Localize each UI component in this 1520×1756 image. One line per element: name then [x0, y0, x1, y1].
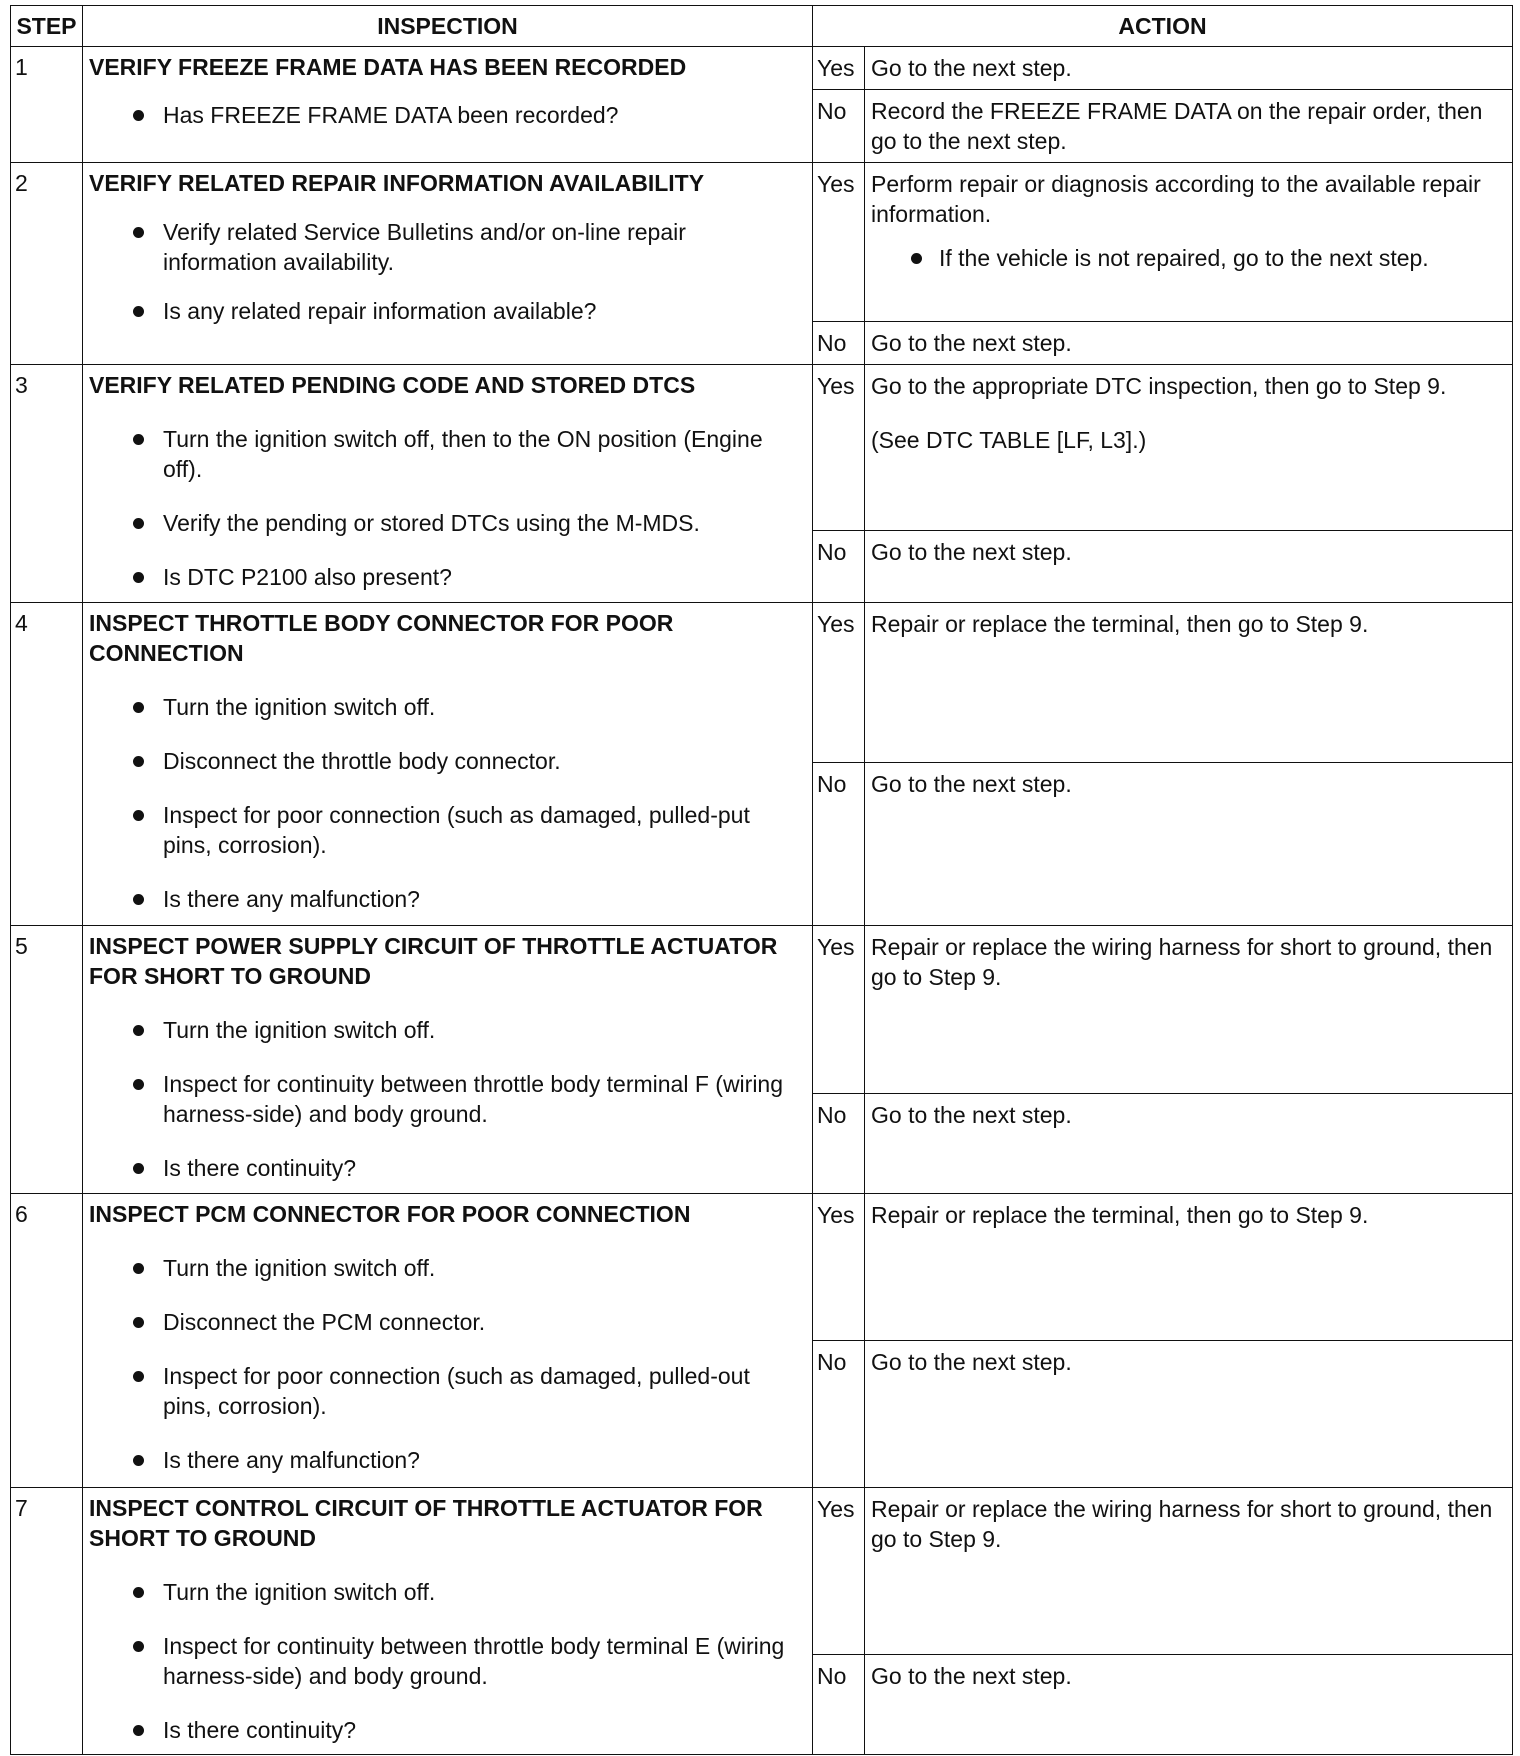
no-action: Go to the next step. [865, 1655, 1513, 1755]
no-label: No [813, 763, 865, 926]
procedure-page [10, 5, 1513, 1755]
step-row-yes [11, 163, 1513, 322]
yes-label: Yes [813, 47, 865, 90]
no-label: No [813, 1655, 865, 1755]
inspection-bullet: Disconnect the PCM connector. [129, 1307, 804, 1337]
inspection-bullet: Inspect for continuity between throttle body terminal E (wiring harness-side) and body ground. [129, 1631, 804, 1691]
yes-action: Repair or replace the wiring harness for short to ground, then go to Step 9. [865, 1488, 1513, 1655]
header-row [11, 6, 1513, 47]
inspection-bullet: Inspect for poor connection (such as damaged, pulled-out pins, corrosion). [129, 1361, 804, 1421]
inspection-bullet: Has FREEZE FRAME DATA been recorded? [129, 100, 804, 130]
yes-action: Repair or replace the terminal, then go to Step 9. [865, 603, 1513, 763]
step-title: INSPECT POWER SUPPLY CIRCUIT OF THROTTLE ACTUATOR FOR SHORT TO GROUND [89, 933, 778, 989]
inspection-bullets [89, 424, 804, 592]
yes-action: Repair or replace the terminal, then go to Step 9. [865, 1194, 1513, 1341]
yes-label: Yes [813, 1488, 865, 1655]
inspection-bullets [89, 1577, 804, 1745]
inspection-bullet: Is DTC P2100 also present? [129, 562, 804, 592]
inspection-bullet: Turn the ignition switch off. [129, 1253, 804, 1283]
step-number: 1 [11, 47, 83, 163]
step-number: 6 [11, 1194, 83, 1488]
step-row-yes [11, 1194, 1513, 1341]
inspection-bullet: Disconnect the throttle body connector. [129, 746, 804, 776]
no-action: Go to the next step. [865, 763, 1513, 926]
inspection-bullet: Turn the ignition switch off. [129, 1577, 804, 1607]
yes-action-cell [865, 365, 1513, 531]
step-row-yes [11, 365, 1513, 531]
inspection-bullet: Is any related repair information available? [129, 296, 804, 326]
yes-action: Go to the appropriate DTC inspection, then go to Step 9. [871, 373, 1447, 399]
inspection-bullet: Inspect for poor connection (such as damaged, pulled-put pins, corrosion). [129, 800, 804, 860]
inspection-bullet: Is there continuity? [129, 1715, 804, 1745]
no-label: No [813, 1094, 865, 1194]
yes-label: Yes [813, 926, 865, 1094]
step-title: INSPECT PCM CONNECTOR FOR POOR CONNECTION [89, 1201, 691, 1227]
step-title: VERIFY RELATED REPAIR INFORMATION AVAILABILITY [89, 170, 705, 196]
inspection-cell [83, 926, 813, 1194]
step-number: 2 [11, 163, 83, 365]
inspection-cell [83, 163, 813, 365]
step-row-yes [11, 1488, 1513, 1655]
step-title: INSPECT CONTROL CIRCUIT OF THROTTLE ACTUATOR FOR SHORT TO GROUND [89, 1495, 763, 1551]
step-title: VERIFY RELATED PENDING CODE AND STORED DTCS [89, 372, 696, 398]
no-action: Record the FREEZE FRAME DATA on the repair order, then go to the next step. [865, 90, 1513, 163]
step-title: INSPECT THROTTLE BODY CONNECTOR FOR POOR CONNECTION [89, 610, 674, 666]
inspection-bullet: Inspect for continuity between throttle body terminal F (wiring harness-side) and body ground. [129, 1069, 804, 1129]
inspection-table [10, 5, 1513, 1755]
inspection-cell [83, 603, 813, 926]
step-number: 3 [11, 365, 83, 603]
yes-action: Repair or replace the wiring harness for short to ground, then go to Step 9. [865, 926, 1513, 1094]
yes-label: Yes [813, 603, 865, 763]
dtc-table-reference: (See DTC TABLE [LF, L3].) [871, 427, 1147, 453]
no-action: Go to the next step. [865, 1094, 1513, 1194]
header-action: ACTION [813, 6, 1513, 47]
step-row-yes [11, 47, 1513, 90]
step-number: 7 [11, 1488, 83, 1755]
yes-action: Perform repair or diagnosis according to the available repair information. [871, 171, 1481, 227]
inspection-bullet: Turn the ignition switch off, then to the ON position (Engine off). [129, 424, 804, 484]
yes-action: Go to the next step. [865, 47, 1513, 90]
inspection-cell [83, 47, 813, 163]
header-step: STEP [11, 6, 83, 47]
yes-action-bullet: If the vehicle is not repaired, go to the next step. [909, 243, 1506, 273]
yes-label: Yes [813, 1194, 865, 1341]
no-label: No [813, 90, 865, 163]
no-action: Go to the next step. [865, 531, 1513, 603]
inspection-cell [83, 1194, 813, 1488]
inspection-bullets [89, 100, 804, 130]
inspection-bullet: Is there any malfunction? [129, 1445, 804, 1475]
yes-action-bullets [871, 243, 1506, 273]
no-label: No [813, 531, 865, 603]
no-action: Go to the next step. [865, 322, 1513, 365]
inspection-bullets [89, 217, 804, 326]
yes-label: Yes [813, 365, 865, 531]
inspection-bullet: Is there continuity? [129, 1153, 804, 1183]
yes-label: Yes [813, 163, 865, 322]
step-number: 5 [11, 926, 83, 1194]
yes-action-cell [865, 163, 1513, 322]
no-label: No [813, 322, 865, 365]
no-label: No [813, 1341, 865, 1488]
header-inspection: INSPECTION [83, 6, 813, 47]
step-row-yes [11, 926, 1513, 1094]
inspection-bullet: Verify the pending or stored DTCs using the M-MDS. [129, 508, 804, 538]
inspection-bullets [89, 692, 804, 914]
step-row-yes [11, 603, 1513, 763]
inspection-bullet: Turn the ignition switch off. [129, 692, 804, 722]
step-title: VERIFY FREEZE FRAME DATA HAS BEEN RECORDED [89, 54, 687, 80]
inspection-cell [83, 1488, 813, 1755]
inspection-bullets [89, 1253, 804, 1475]
step-number: 4 [11, 603, 83, 926]
inspection-bullets [89, 1015, 804, 1183]
inspection-bullet: Turn the ignition switch off. [129, 1015, 804, 1045]
inspection-cell [83, 365, 813, 603]
inspection-bullet: Verify related Service Bulletins and/or on-line repair information availability. [129, 217, 804, 277]
inspection-bullet: Is there any malfunction? [129, 884, 804, 914]
no-action: Go to the next step. [865, 1341, 1513, 1488]
